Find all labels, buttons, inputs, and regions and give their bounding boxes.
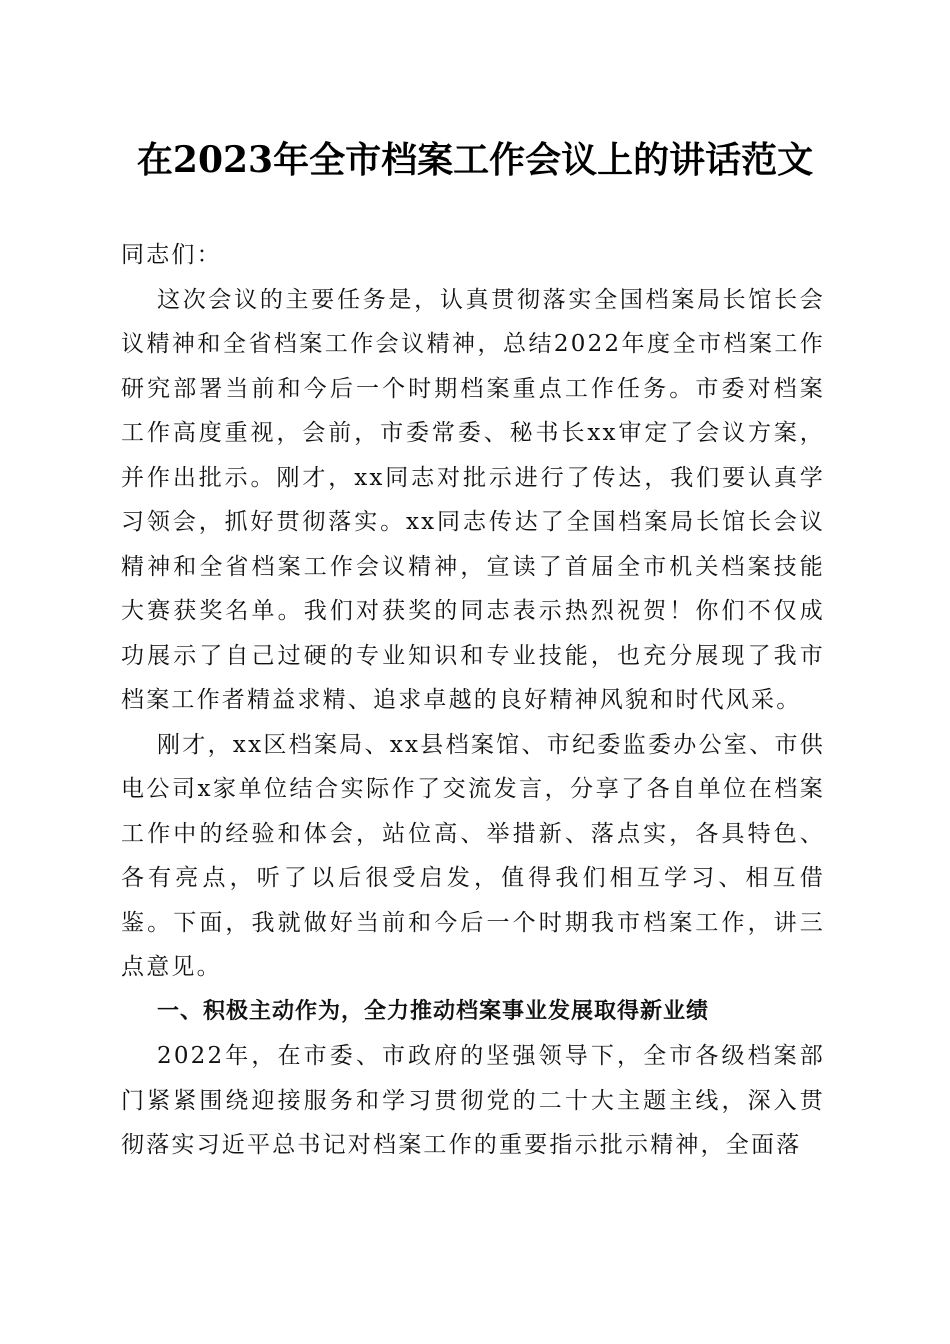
document-title: 在2023年全市档案工作会议上的讲话范文 xyxy=(136,139,814,181)
section-heading: 一、积极主动作为，全力推动档案事业发展取得新业绩 xyxy=(157,998,710,1024)
paragraph-2: 刚才，xx区档案局、xx县档案馆、市纪委监委办公室、市供电公司x家单位结合实际作了交流发言，分享了各自单位在档案工作中的经验和体会，站位高、举措新、落点实，各具特色、各有亮点，听了以后很受启发，值得我们相互学习、相互借鉴。下面，我就做好当前和今后一个时期我市档案工作，讲三点意见。 xyxy=(121,731,825,980)
document-body xyxy=(121,233,825,1168)
salutation: 同志们： xyxy=(121,242,222,268)
paragraph-1: 这次会议的主要任务是，认真贯彻落实全国档案局长馆长会议精神和全省档案工作会议精神，总结2022年度全市档案工作研究部署当前和今后一个时期档案重点工作任务。市委对档案工作高度重视，会前，市委常委、秘书长xx审定了会议方案，并作出批示。刚才，xx同志对批示进行了传达，我们要认真学习领会，抓好贯彻落实。xx同志传达了全国档案局长馆长会议精神和全省档案工作会议精神，宣读了首届全市机关档案技能大赛获奖名单。我们对获奖的同志表示热烈祝贺！你们不仅成功展示了自己过硬的专业知识和专业技能，也充分展现了我市档案工作者精益求精、追求卓越的良好精神风貌和时代风采。 xyxy=(121,286,825,713)
section-paragraph: 2022年，在市委、市政府的坚强领导下，全市各级档案部门紧紧围绕迎接服务和学习贯彻党的二十大主题主线，深入贯彻落实习近平总书记对档案工作的重要指示批示精神，全面落 xyxy=(121,1043,825,1158)
